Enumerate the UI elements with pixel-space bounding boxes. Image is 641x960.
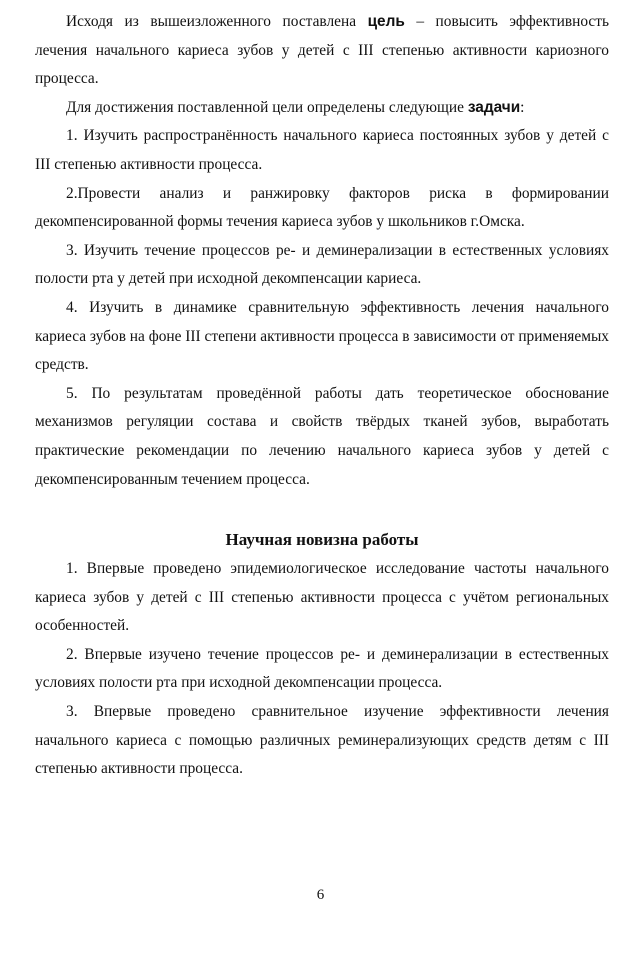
novelty-item-1: 1. Впервые проведено эпидемиологическое исследование частоты начального кариеса зубов у детей с III степенью активности процесса с учётом региональных особенностей. [35, 560, 609, 635]
tasks-keyword: задачи [467, 98, 521, 116]
novelty-item-2: 2. Впервые изучено течение процессов ре- и деминерализации в естественных условиях полости рта при исходной декомпенсации процесса. [35, 645, 609, 692]
task-item-1: 1. Изучить распространённость начального кариеса постоянных зубов у детей с III степенью активности процесса. [35, 127, 609, 173]
goal-paragraph [35, 8, 609, 94]
page-number: 6 [316, 887, 325, 903]
task-item-5: 5. По результатам проведённой работы дать теоретическое обоснование механизмов регуляции состава и свойств твёрдых тканей зубов, выработать практические рекомендации по лечению начального кариеса зубов у детей с декомпенсированным течением процесса. [35, 384, 609, 488]
task-item-2: 2.Провести анализ и ранжировку факторов риска в формировании декомпенсированной формы течения кариеса зубов у школьников г.Омска. [35, 184, 609, 231]
goal-text-after: – повысить эффективность лечения начального кариеса зубов у детей с III степенью активности кариозного процесса. [35, 13, 610, 88]
novelty-section-title: Научная новизна работы [225, 530, 419, 550]
novelty-item-3: 3. Впервые проведено сравнительное изучение эффективности лечения начального кариеса с помощью различных реминерализующих средств детям с III степенью активности процесса. [35, 703, 609, 778]
tasks-intro-paragraph [35, 94, 609, 123]
tasks-intro-after: : [520, 98, 525, 116]
task-item-4: 4. Изучить в динамике сравнительную эффективность лечения начального кариеса зубов на фоне III степени активности процесса в зависимости от применяемых средств. [35, 298, 609, 374]
task-item-3: 3. Изучить течение процессов ре- и деминерализации в естественных условиях полости рта у детей при исходной декомпенсации кариеса. [35, 241, 609, 288]
document-page [35, 8, 609, 784]
tasks-intro-before: Для достижения поставленной цели определены следующие [66, 98, 468, 116]
goal-text-before: Исходя из вышеизложенного поставлена [66, 13, 368, 30]
goal-keyword: цель [367, 13, 405, 30]
